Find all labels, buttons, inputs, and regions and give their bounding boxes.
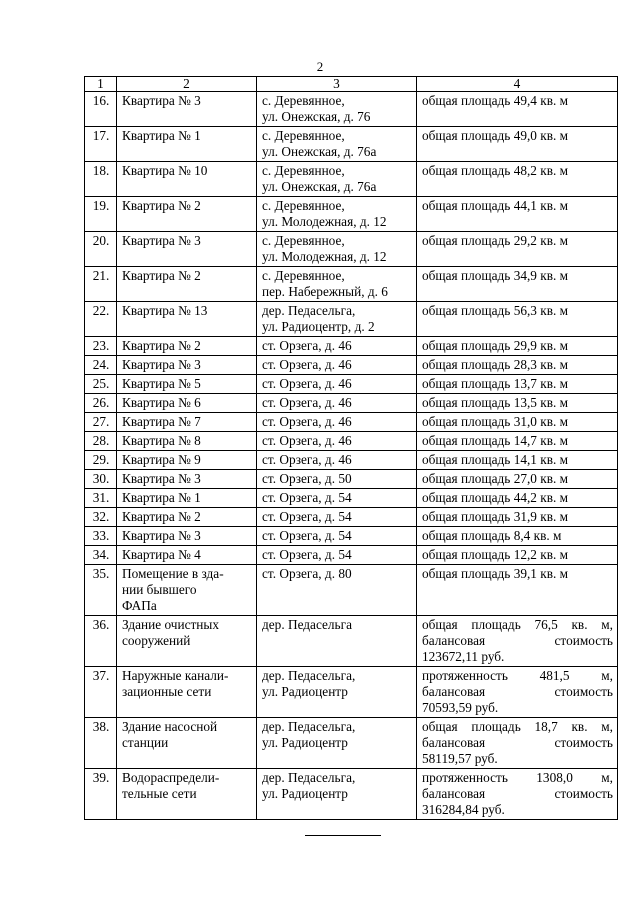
object-name-line: тельные сети — [122, 786, 197, 801]
characteristics-cell — [417, 232, 618, 267]
object-name-cell — [117, 232, 257, 267]
address-line: пер. Набережный, д. 6 — [262, 284, 388, 299]
characteristics-line: 123672,11 руб. — [422, 649, 505, 664]
characteristics-line: балансовая стоимость — [422, 633, 613, 648]
row-number-cell: 37. — [85, 667, 117, 718]
characteristics-line: общая площадь 27,0 кв. м — [422, 471, 569, 486]
table-row — [85, 127, 618, 162]
row-number-cell: 16. — [85, 92, 117, 127]
row-number-cell: 27. — [85, 413, 117, 432]
row-number-cell: 25. — [85, 375, 117, 394]
characteristics-cell — [417, 470, 618, 489]
address-line: ст. Орзега, д. 46 — [262, 338, 352, 353]
address-line: ст. Орзега, д. 54 — [262, 528, 352, 543]
address-line: ул. Радиоцентр, д. 2 — [262, 319, 375, 334]
object-name-cell — [117, 616, 257, 667]
table-row — [85, 508, 618, 527]
table-row — [85, 232, 618, 267]
row-number-cell: 19. — [85, 197, 117, 232]
characteristics-line: общая площадь 56,3 кв. м — [422, 303, 569, 318]
address-cell — [257, 470, 417, 489]
address-cell — [257, 718, 417, 769]
object-name-line: Квартира № 2 — [122, 198, 201, 213]
page-number: 2 — [316, 59, 324, 74]
characteristics-cell — [417, 337, 618, 356]
object-name-line: Квартира № 3 — [122, 471, 201, 486]
characteristics-cell — [417, 527, 618, 546]
address-cell — [257, 565, 417, 616]
characteristics-line: общая площадь 14,1 кв. м — [422, 452, 569, 467]
object-name-cell — [117, 718, 257, 769]
address-line: ул. Молодежная, д. 12 — [262, 249, 387, 264]
characteristics-line: общая площадь 12,2 кв. м — [422, 547, 569, 562]
object-name-cell — [117, 667, 257, 718]
object-name-cell — [117, 162, 257, 197]
characteristics-line: общая площадь 31,0 кв. м — [422, 414, 569, 429]
row-number-cell: 38. — [85, 718, 117, 769]
address-cell — [257, 527, 417, 546]
row-number-cell: 34. — [85, 546, 117, 565]
characteristics-cell — [417, 565, 618, 616]
characteristics-line: протяженность 481,5 м, — [422, 668, 613, 683]
address-cell — [257, 162, 417, 197]
address-line: ст. Орзега, д. 46 — [262, 414, 352, 429]
row-number-cell: 20. — [85, 232, 117, 267]
table-row — [85, 394, 618, 413]
characteristics-line: общая площадь 29,9 кв. м — [422, 338, 569, 353]
characteristics-cell — [417, 546, 618, 565]
address-line: ул. Радиоцентр — [262, 735, 348, 750]
address-cell — [257, 616, 417, 667]
characteristics-line: общая площадь 48,2 кв. м — [422, 163, 569, 178]
address-line: с. Деревянное, — [262, 128, 345, 143]
address-line: дер. Педасельга, — [262, 770, 356, 785]
object-name-line: ФАПа — [122, 598, 157, 613]
address-line: ст. Орзега, д. 46 — [262, 433, 352, 448]
object-name-line: нии бывшего — [122, 582, 197, 597]
object-name-cell — [117, 432, 257, 451]
object-name-cell — [117, 197, 257, 232]
characteristics-cell — [417, 718, 618, 769]
row-number-cell: 22. — [85, 302, 117, 337]
characteristics-cell — [417, 375, 618, 394]
characteristics-line: общая площадь 34,9 кв. м — [422, 268, 569, 283]
address-cell — [257, 375, 417, 394]
object-name-line: Квартира № 2 — [122, 509, 201, 524]
characteristics-cell — [417, 432, 618, 451]
object-name-line: зационные сети — [122, 684, 212, 699]
object-name-cell — [117, 413, 257, 432]
column-header: 1 — [85, 77, 117, 92]
row-number-cell: 29. — [85, 451, 117, 470]
address-cell — [257, 432, 417, 451]
address-cell — [257, 667, 417, 718]
characteristics-line: общая площадь 13,7 кв. м — [422, 376, 569, 391]
object-name-cell — [117, 470, 257, 489]
table-row — [85, 489, 618, 508]
characteristics-line: общая площадь 13,5 кв. м — [422, 395, 569, 410]
object-name-line: Квартира № 1 — [122, 128, 201, 143]
end-of-document-rule — [305, 835, 381, 836]
table-row — [85, 92, 618, 127]
characteristics-cell — [417, 267, 618, 302]
address-line: с. Деревянное, — [262, 233, 345, 248]
object-name-cell — [117, 337, 257, 356]
table-row — [85, 197, 618, 232]
object-name-line: Квартира № 3 — [122, 528, 201, 543]
characteristics-cell — [417, 394, 618, 413]
characteristics-cell — [417, 162, 618, 197]
table-row — [85, 267, 618, 302]
address-cell — [257, 267, 417, 302]
address-line: ул. Онежская, д. 76 — [262, 109, 371, 124]
address-line: ст. Орзега, д. 46 — [262, 452, 352, 467]
address-line: с. Деревянное, — [262, 268, 345, 283]
object-name-cell — [117, 451, 257, 470]
row-number-cell: 28. — [85, 432, 117, 451]
address-line: дер. Педасельга, — [262, 668, 356, 683]
row-number-cell: 33. — [85, 527, 117, 546]
characteristics-cell — [417, 92, 618, 127]
table-row — [85, 356, 618, 375]
table-row — [85, 616, 618, 667]
address-cell — [257, 769, 417, 820]
characteristics-line: общая площадь 8,4 кв. м — [422, 528, 562, 543]
object-name-line: Квартира № 9 — [122, 452, 201, 467]
address-cell — [257, 127, 417, 162]
object-name-line: Квартира № 4 — [122, 547, 201, 562]
address-line: дер. Педасельга, — [262, 303, 356, 318]
object-name-line: Квартира № 3 — [122, 357, 201, 372]
characteristics-line: балансовая стоимость — [422, 786, 613, 801]
row-number-cell: 18. — [85, 162, 117, 197]
column-number-row — [85, 77, 618, 92]
row-number-cell: 30. — [85, 470, 117, 489]
characteristics-cell — [417, 508, 618, 527]
characteristics-line: общая площадь 49,4 кв. м — [422, 93, 569, 108]
row-number-cell: 24. — [85, 356, 117, 375]
address-line: ул. Молодежная, д. 12 — [262, 214, 387, 229]
characteristics-cell — [417, 356, 618, 375]
address-cell — [257, 302, 417, 337]
table-row — [85, 375, 618, 394]
table-row — [85, 432, 618, 451]
address-line: ст. Орзега, д. 54 — [262, 509, 352, 524]
object-name-cell — [117, 302, 257, 337]
object-name-line: Помещение в зда- — [122, 566, 224, 581]
row-number-cell: 23. — [85, 337, 117, 356]
address-line: ул. Онежская, д. 76а — [262, 179, 377, 194]
characteristics-cell — [417, 667, 618, 718]
characteristics-line: общая площадь 39,1 кв. м — [422, 566, 569, 581]
characteristics-line: общая площадь 29,2 кв. м — [422, 233, 569, 248]
table-row — [85, 667, 618, 718]
object-name-line: Квартира № 3 — [122, 93, 201, 108]
characteristics-line: общая площадь 18,7 кв. м, — [422, 719, 613, 734]
characteristics-cell — [417, 302, 618, 337]
address-cell — [257, 92, 417, 127]
address-cell — [257, 508, 417, 527]
row-number-cell: 17. — [85, 127, 117, 162]
object-name-line: Квартира № 7 — [122, 414, 201, 429]
object-name-line: Квартира № 1 — [122, 490, 201, 505]
characteristics-cell — [417, 616, 618, 667]
address-cell — [257, 337, 417, 356]
row-number-cell: 21. — [85, 267, 117, 302]
address-line: ст. Орзега, д. 80 — [262, 566, 352, 581]
object-name-cell — [117, 546, 257, 565]
row-number-cell: 36. — [85, 616, 117, 667]
address-line: ст. Орзега, д. 54 — [262, 547, 352, 562]
characteristics-line: общая площадь 76,5 кв. м, — [422, 617, 613, 632]
table-row — [85, 546, 618, 565]
row-number-cell: 31. — [85, 489, 117, 508]
address-line: с. Деревянное, — [262, 163, 345, 178]
object-name-cell — [117, 769, 257, 820]
row-number-cell: 39. — [85, 769, 117, 820]
table-row — [85, 470, 618, 489]
object-name-line: Квартира № 8 — [122, 433, 201, 448]
object-name-line: сооружений — [122, 633, 191, 648]
address-line: с. Деревянное, — [262, 198, 345, 213]
object-name-cell — [117, 508, 257, 527]
characteristics-cell — [417, 451, 618, 470]
property-table — [84, 76, 618, 820]
characteristics-cell — [417, 197, 618, 232]
table-row — [85, 302, 618, 337]
address-cell — [257, 489, 417, 508]
table-row — [85, 337, 618, 356]
object-name-line: Квартира № 10 — [122, 163, 208, 178]
characteristics-line: общая площадь 28,3 кв. м — [422, 357, 569, 372]
address-line: с. Деревянное, — [262, 93, 345, 108]
characteristics-line: балансовая стоимость — [422, 684, 613, 699]
table-row — [85, 162, 618, 197]
characteristics-line: общая площадь 44,2 кв. м — [422, 490, 569, 505]
object-name-line: Квартира № 2 — [122, 268, 201, 283]
characteristics-cell — [417, 127, 618, 162]
address-line: ул. Радиоцентр — [262, 786, 348, 801]
characteristics-cell — [417, 489, 618, 508]
table-row — [85, 527, 618, 546]
characteristics-line: 316284,84 руб. — [422, 802, 505, 817]
characteristics-line: общая площадь 31,9 кв. м — [422, 509, 569, 524]
row-number-cell: 32. — [85, 508, 117, 527]
characteristics-cell — [417, 769, 618, 820]
table-row — [85, 413, 618, 432]
address-cell — [257, 451, 417, 470]
object-name-cell — [117, 565, 257, 616]
object-name-line: Здание насосной — [122, 719, 218, 734]
address-line: ул. Онежская, д. 76а — [262, 144, 377, 159]
characteristics-line: 58119,57 руб. — [422, 751, 498, 766]
address-cell — [257, 546, 417, 565]
address-line: ст. Орзега, д. 50 — [262, 471, 352, 486]
table-row — [85, 565, 618, 616]
address-cell — [257, 232, 417, 267]
object-name-cell — [117, 267, 257, 302]
row-number-cell: 26. — [85, 394, 117, 413]
characteristics-line: балансовая стоимость — [422, 735, 613, 750]
object-name-cell — [117, 489, 257, 508]
address-line: ст. Орзега, д. 46 — [262, 357, 352, 372]
characteristics-line: 70593,59 руб. — [422, 700, 499, 715]
object-name-line: Квартира № 6 — [122, 395, 201, 410]
object-name-cell — [117, 127, 257, 162]
object-name-line: Квартира № 2 — [122, 338, 201, 353]
characteristics-line: протяженность 1308,0 м, — [422, 770, 613, 785]
address-cell — [257, 394, 417, 413]
address-line: ст. Орзега, д. 54 — [262, 490, 352, 505]
address-line: дер. Педасельга — [262, 617, 352, 632]
object-name-cell — [117, 527, 257, 546]
characteristics-cell — [417, 413, 618, 432]
characteristics-line: общая площадь 49,0 кв. м — [422, 128, 569, 143]
row-number-cell: 35. — [85, 565, 117, 616]
table-row — [85, 769, 618, 820]
object-name-cell — [117, 394, 257, 413]
address-cell — [257, 413, 417, 432]
column-header: 4 — [417, 77, 618, 92]
address-line: ул. Радиоцентр — [262, 684, 348, 699]
object-name-cell — [117, 375, 257, 394]
address-line: ст. Орзега, д. 46 — [262, 376, 352, 391]
characteristics-line: общая площадь 14,7 кв. м — [422, 433, 569, 448]
address-line: дер. Педасельга, — [262, 719, 356, 734]
column-header: 2 — [117, 77, 257, 92]
table-row — [85, 451, 618, 470]
characteristics-line: общая площадь 44,1 кв. м — [422, 198, 569, 213]
object-name-cell — [117, 356, 257, 375]
object-name-cell — [117, 92, 257, 127]
address-cell — [257, 356, 417, 375]
object-name-line: Квартира № 5 — [122, 376, 201, 391]
address-line: ст. Орзега, д. 46 — [262, 395, 352, 410]
column-header: 3 — [257, 77, 417, 92]
address-cell — [257, 197, 417, 232]
object-name-line: Наружные канали- — [122, 668, 229, 683]
object-name-line: Здание очистных — [122, 617, 219, 632]
table-body — [85, 92, 618, 820]
object-name-line: Квартира № 3 — [122, 233, 201, 248]
object-name-line: станции — [122, 735, 169, 750]
object-name-line: Квартира № 13 — [122, 303, 208, 318]
object-name-line: Водораспредели- — [122, 770, 220, 785]
table-row — [85, 718, 618, 769]
